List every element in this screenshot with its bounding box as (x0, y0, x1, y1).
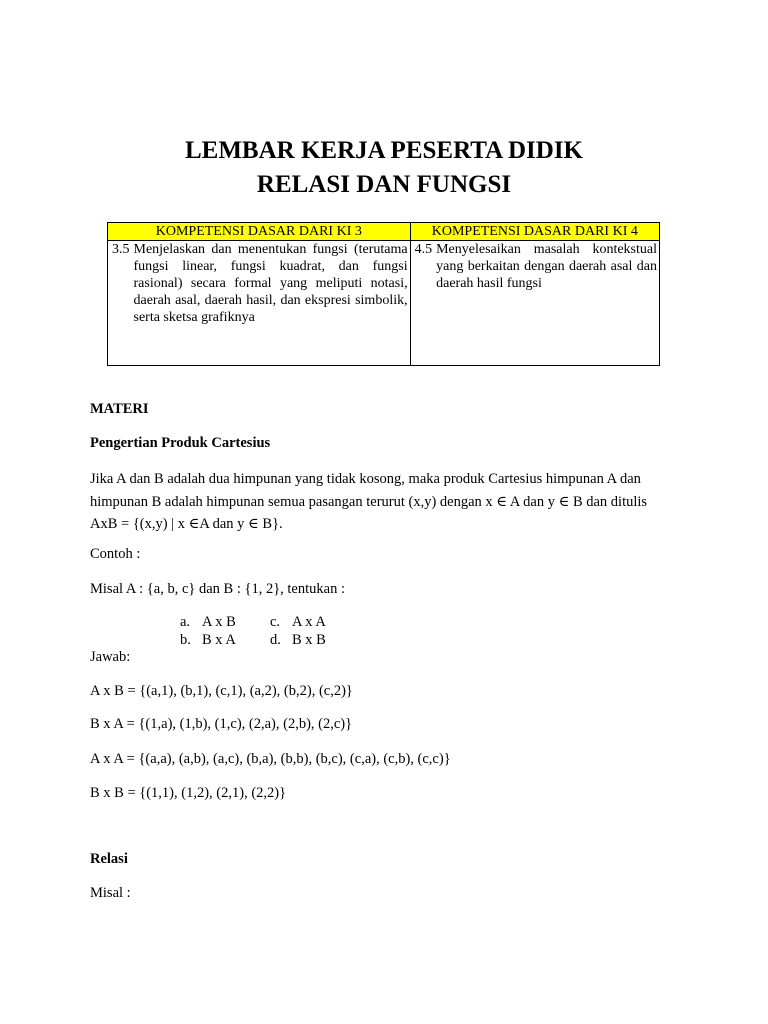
option-b-letter: b. (180, 632, 191, 648)
definition-line-1: Jika A dan B adalah dua himpunan yang tidak kosong, maka produk Cartesius himpunan A dan (90, 471, 641, 487)
option-a-letter: a. (180, 614, 191, 630)
relasi-heading: Relasi (90, 851, 128, 867)
option-d-letter: d. (270, 632, 281, 648)
answer-bxb: B x B = {(1,1), (1,2), (2,1), (2,2)} (90, 785, 287, 801)
ki4-cell (410, 241, 659, 366)
misal-question: Misal A : {a, b, c} dan B : {1, 2}, tentukan : (90, 581, 345, 597)
answer-bxa: B x A = {(1,a), (1,b), (1,c), (2,a), (2,b), (2,c)} (90, 716, 353, 732)
table-header-row (108, 223, 660, 241)
jawab-label: Jawab: (90, 649, 131, 665)
title-line-1: LEMBAR KERJA PESERTA DIDIK (184, 137, 584, 164)
ki4-number: 4.5 (414, 242, 433, 257)
options-list (180, 613, 326, 649)
list-item (180, 631, 326, 649)
ki3-number: 3.5 (112, 242, 130, 257)
cartesius-heading: Pengertian Produk Cartesius (90, 435, 271, 451)
list-item (180, 613, 326, 631)
header-ki3: KOMPETENSI DASAR DARI KI 3 (108, 223, 411, 241)
kompetensi-dasar-table (107, 222, 660, 366)
materi-heading: MATERI (90, 401, 149, 417)
answer-axb: A x B = {(a,1), (b,1), (c,1), (a,2), (b,2), (c,2)} (90, 683, 353, 699)
option-c-letter: c. (270, 614, 281, 630)
definition-line-3: AxB = {(x,y) | x ∈A dan y ∈ B}. (90, 516, 283, 532)
misal-label: Misal : (90, 885, 131, 901)
option-b-text: B x A (202, 632, 236, 648)
contoh-label: Contoh : (90, 546, 141, 562)
table-row (108, 241, 660, 366)
title-line-2: RELASI DAN FUNGSI (256, 171, 512, 198)
header-ki4: KOMPETENSI DASAR DARI KI 4 (410, 223, 659, 241)
answer-axa: A x A = {(a,a), (a,b), (a,c), (b,a), (b,b), (b,c), (c,a), (c,b), (c,c)} (90, 751, 451, 767)
option-c-text: A x A (292, 614, 326, 630)
definition-line-2: himpunan B adalah himpunan semua pasangan terurut (x,y) dengan x ∈ A dan y ∈ B dan ditulis (90, 494, 648, 510)
ki4-text: Menyelesaikan masalah kontekstual yang berkaitan dengan daerah asal dan daerah hasil fungsi (436, 242, 657, 291)
ki3-cell (108, 241, 411, 366)
option-d-text: B x B (292, 632, 326, 648)
ki3-text: Menjelaskan dan menentukan fungsi (terutama fungsi linear, fungsi kuadrat, dan fungsi rasional) secara formal yang meliputi notasi, daerah asal, daerah hasil, dan ekspresi simbolik, serta sketsa grafiknya (133, 242, 408, 325)
option-a-text: A x B (202, 614, 236, 630)
